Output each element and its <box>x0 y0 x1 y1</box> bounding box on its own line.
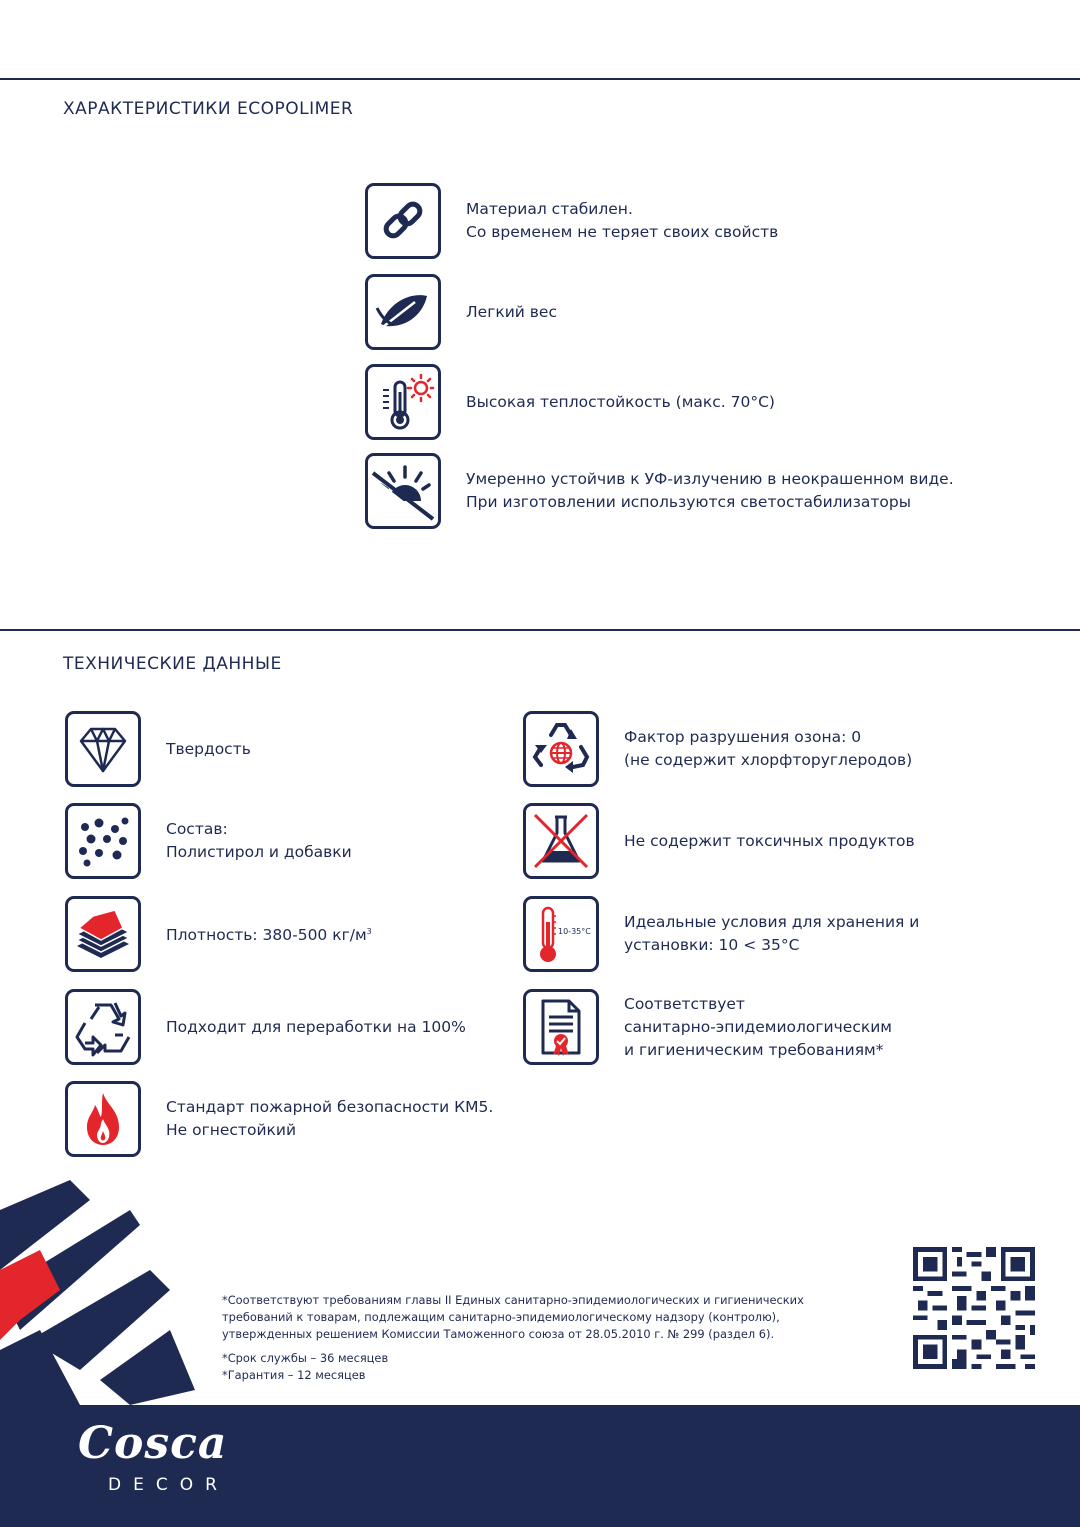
tech-sanitary-line-1: Соответствует <box>624 994 745 1013</box>
footnote-warranty: *Гарантия – 12 месяцев <box>222 1368 366 1382</box>
feature-light-weight <box>365 274 557 350</box>
tech-hardness-line-1: Твердость <box>166 739 251 758</box>
tech-ozone-line-1: Фактор разрушения озона: 0 <box>624 728 862 746</box>
tech-storage-line-2: установки: 10 < 35°С <box>624 936 800 954</box>
thermometer-range-label: 10-35°С <box>558 927 591 936</box>
technical-title: ТЕХНИЧЕСКИЕ ДАННЫЕ <box>63 654 282 674</box>
feature-heat-resistance <box>365 364 775 440</box>
tech-sanitary-line-2: санитарно-эпидемиологическим <box>624 1017 892 1036</box>
fire-icon <box>65 1081 141 1157</box>
feature-heat-line-1: Высокая теплостойкость (макс. 70°С) <box>466 392 775 411</box>
footnote-service-life: *Срок службы – 36 месяцев <box>222 1351 389 1365</box>
characteristics-title: ХАРАКТЕРИСТИКИ ECOPOLIMER <box>63 99 354 119</box>
feature-uv-line-2: При изготовлении используются светостабилизаторы <box>466 493 911 511</box>
tech-hardness <box>65 711 251 787</box>
tech-storage-conditions <box>523 896 919 972</box>
tech-fire-line-2: Не огнестойкий <box>166 1121 297 1139</box>
feature-uv-resistance <box>365 453 954 529</box>
recycle-icon <box>65 989 141 1065</box>
footnotes <box>222 1292 804 1384</box>
decorative-brush-strokes <box>0 1180 200 1410</box>
tech-ozone <box>523 711 912 787</box>
tech-composition <box>65 803 352 879</box>
feather-icon <box>365 274 441 350</box>
feature-light-weight-line-1: Легкий вес <box>466 302 557 321</box>
qr-code[interactable] <box>913 1247 1035 1369</box>
tech-non-toxic-line-1: Не содержит токсичных продуктов <box>624 831 915 850</box>
sheets-stack-icon <box>65 896 141 972</box>
tech-storage-line-1: Идеальные условия для хранения и <box>624 913 920 931</box>
footnote-line-1: *Соответствуют требованиям главы II Единых санитарно-эпидемиологических и гигиенических <box>222 1293 804 1307</box>
tech-recycling <box>65 989 466 1065</box>
certificate-icon <box>523 989 599 1065</box>
footnote-line-3: утвержденных решением Комиссии Таможенного союза от 28.05.2010 г. № 299 (раздел 6). <box>222 1327 775 1341</box>
tech-density-line-1 <box>166 920 372 947</box>
diamond-icon <box>65 711 141 787</box>
tech-density-sup: 3 <box>366 927 372 937</box>
sun-shade-icon <box>365 453 441 529</box>
tech-sanitary-line-3: и гигиеническим требованиям* <box>624 1040 884 1059</box>
dots-icon <box>65 803 141 879</box>
tech-recycling-line-1: Подходит для переработки на 100% <box>166 1017 466 1036</box>
brand-logo: Cosca <box>78 1418 228 1469</box>
tech-composition-line-1: Состав: <box>166 820 228 838</box>
tech-ozone-line-2: (не содержит хлорфторуглеродов) <box>624 751 913 769</box>
crossed-flask-icon <box>523 803 599 879</box>
top-divider <box>0 78 1080 80</box>
tech-fire-safety <box>65 1081 493 1157</box>
globe-recycle-icon <box>523 711 599 787</box>
tech-sanitary-compliance <box>523 989 892 1065</box>
feature-stable-line-2: Со временем не теряет своих свойств <box>466 223 779 241</box>
tech-density <box>65 896 372 972</box>
tech-fire-line-1: Стандарт пожарной безопасности КМ5. <box>166 1098 494 1116</box>
tech-composition-line-2: Полистирол и добавки <box>166 843 352 861</box>
chain-link-icon <box>365 183 441 259</box>
footnote-line-2: требований к товарам, подлежащим санитарно-эпидемиологическому надзору (контролю), <box>222 1310 780 1324</box>
brand-logo-sub: DECOR <box>108 1475 229 1495</box>
middle-divider <box>0 629 1080 631</box>
thermometer-sun-icon <box>365 364 441 440</box>
tech-density-value: Плотность: 380-500 кг/м <box>166 926 367 945</box>
feature-uv-line-1: Умеренно устойчив к УФ-излучению в неокрашенном виде. <box>466 470 954 488</box>
feature-stable-line-1: Материал стабилен. <box>466 200 633 218</box>
tech-non-toxic <box>523 803 915 879</box>
feature-stable <box>365 183 778 259</box>
thermometer-range-icon <box>523 896 599 972</box>
